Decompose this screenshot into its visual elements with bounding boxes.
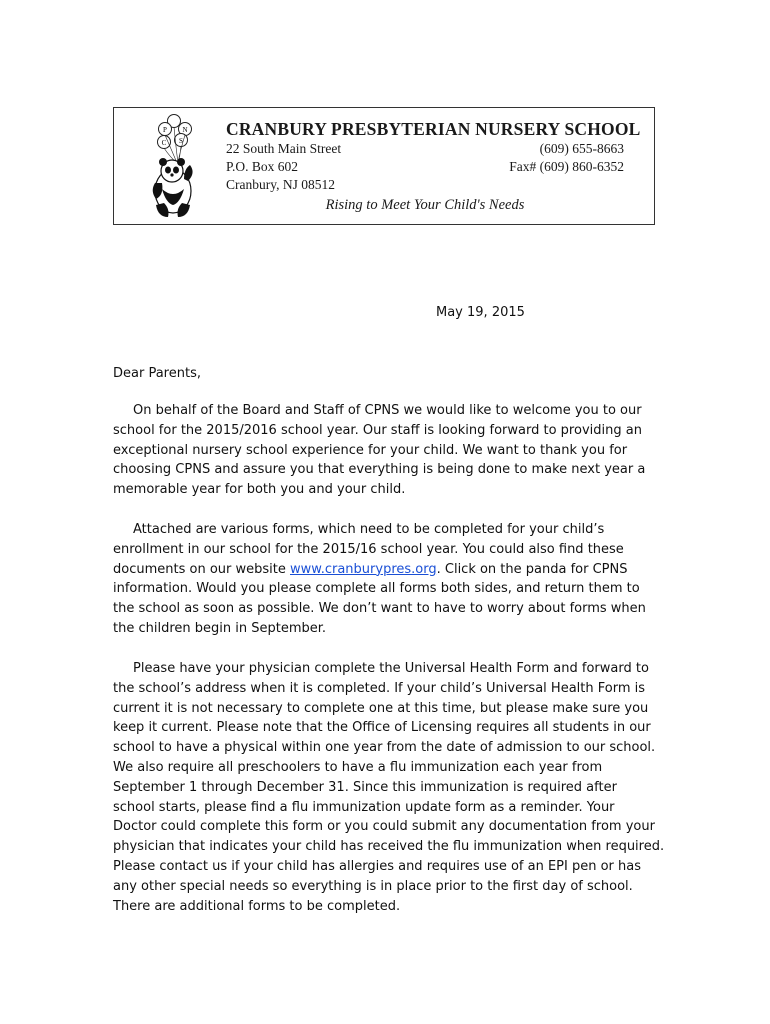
link-prefix-text: documents on our website — [113, 561, 290, 577]
letterhead — [113, 107, 655, 225]
address-row-3 — [226, 176, 624, 194]
paragraph-line: the children begin in September. — [113, 620, 327, 636]
address-row-2 — [226, 158, 624, 176]
paragraph-welcome — [113, 401, 665, 500]
paragraph-line: the school as soon as possible. We don’t want to have to worry about forms when — [113, 601, 646, 617]
paragraph-forms — [113, 520, 665, 639]
logo-letter-n: N — [182, 126, 188, 134]
paragraph-line: We also require all preschoolers to have a flu immunization each year from — [113, 759, 603, 775]
letterhead-text — [226, 118, 641, 214]
paragraph-line: memorable year for both you and your child. — [113, 482, 406, 498]
link-suffix-text: . Click on the panda for CPNS — [436, 561, 628, 577]
paragraph-line: school for the 2015/2016 school year. Our staff is looking forward to providing an — [113, 422, 642, 438]
letter-date: May 19, 2015 — [436, 305, 525, 320]
school-name: CRANBURY PRESBYTERIAN NURSERY SCHOOL — [226, 119, 641, 139]
city-state-zip: Cranbury, NJ 08512 — [226, 177, 335, 192]
paragraph-line: On behalf of the Board and Staff of CPNS we would like to welcome you to our — [133, 403, 642, 418]
website-link[interactable]: www.cranburypres.org — [290, 561, 437, 577]
phone-number: (609) 655-8663 — [539, 141, 624, 156]
paragraph-line: September 1 through December 31. Since this immunization is required after — [113, 779, 617, 795]
logo-letter-s: S — [179, 137, 183, 145]
paragraph-line: Please contact us if your child has allergies and requires use of an EPI pen or has — [113, 858, 642, 874]
paragraph-line: the school’s address when it is completed. If your child’s Universal Health Form is — [113, 680, 646, 696]
paragraph-line: Attached are various forms, which need to be completed for your child’s — [133, 522, 605, 537]
logo-letter-p: P — [163, 126, 167, 134]
paragraph-line: information. Would you please complete all forms both sides, and return them to — [113, 581, 640, 597]
paragraph-line: school to have a physical within one year from the date of admission to our school. — [113, 740, 656, 756]
fax-number: Fax# (609) 860-6352 — [509, 159, 624, 174]
paragraph-line: exceptional nursery school experience for your child. We want to thank you for — [113, 442, 628, 458]
paragraph-line: any other special needs so everything is in place prior to the first day of school. — [113, 878, 633, 894]
paragraph-line: Please have your physician complete the Universal Health Form and forward to — [133, 661, 649, 676]
paragraph-line: Doctor could complete this form or you could submit any documentation from your — [113, 819, 655, 835]
paragraph-line: current it is not necessary to complete one at this time, but please make sure you — [113, 700, 649, 716]
paragraph-line: physician that indicates your child has received the flu immunization when required. — [113, 839, 665, 855]
paragraph-health — [113, 659, 665, 916]
paragraph-line-with-link — [113, 560, 665, 580]
logo-letter-c: C — [161, 139, 167, 147]
panda-balloons-logo — [140, 113, 204, 223]
address-row-1 — [226, 140, 624, 158]
po-box: P.O. Box 602 — [226, 159, 299, 174]
paragraph-line: There are additional forms to be completed. — [113, 898, 401, 914]
tagline: Rising to Meet Your Child's Needs — [325, 197, 525, 213]
paragraph-line: enrollment in our school for the 2015/16 school year. You could also find these — [113, 541, 624, 557]
salutation: Dear Parents, — [113, 366, 201, 381]
paragraph-line: keep it current. Please note that the Office of Licensing requires all students in our — [113, 720, 651, 736]
paragraph-line: school starts, please find a flu immunization update form as a reminder. Your — [113, 799, 615, 815]
street-address: 22 South Main Street — [226, 141, 342, 156]
paragraph-line: choosing CPNS and assure you that everything is being done to make next year a — [113, 462, 646, 478]
